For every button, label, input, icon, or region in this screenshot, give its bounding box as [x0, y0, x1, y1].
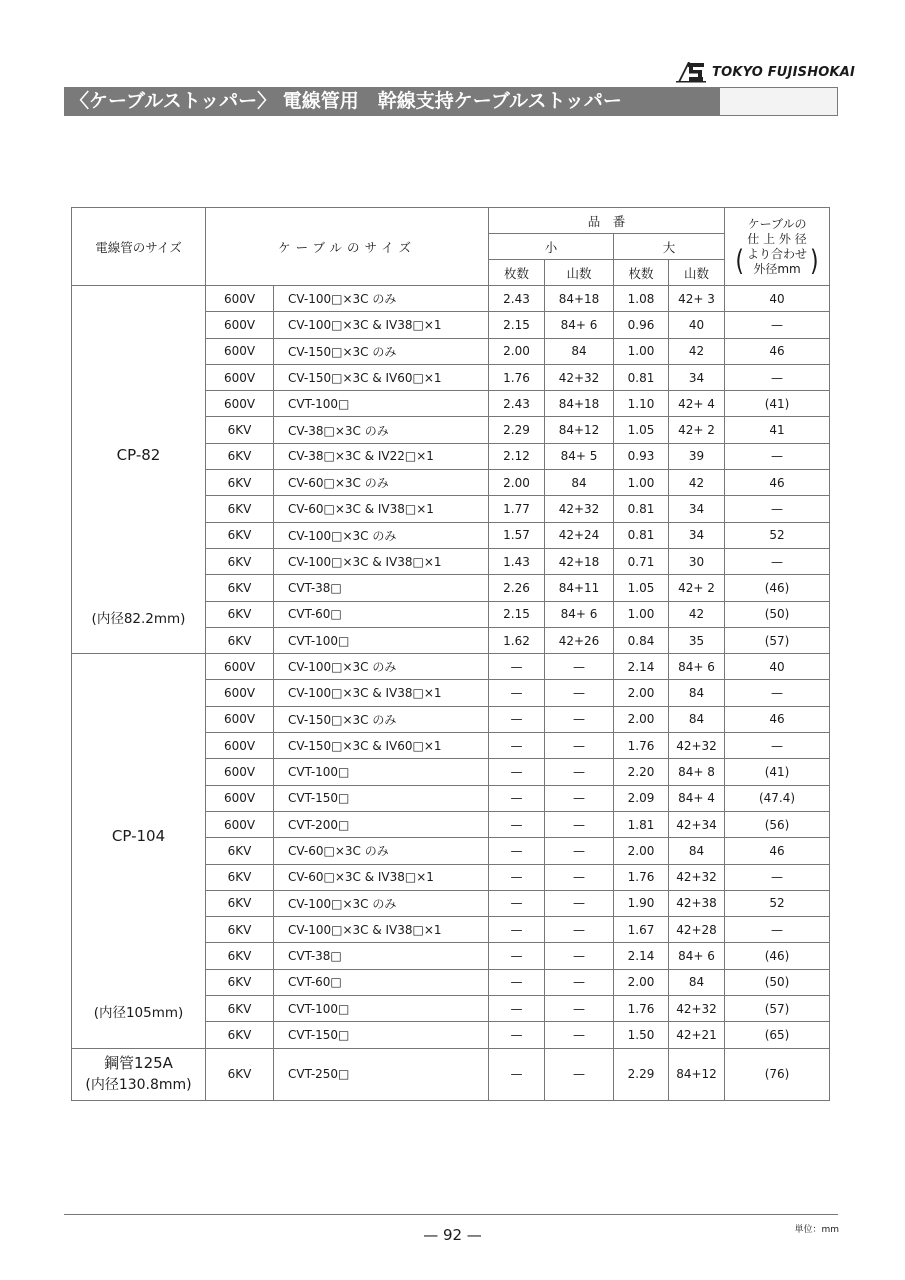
pipe-size-cell: [72, 654, 206, 1048]
outer-diameter-cell: —: [725, 496, 830, 522]
voltage-cell: 6KV: [206, 548, 274, 574]
outer-diameter-cell: (47.4): [725, 785, 830, 811]
large-teeth-cell: 84: [669, 969, 725, 995]
header-small-count: 枚数: [489, 260, 545, 286]
cable-size-cell: CV-100□×3C のみ: [274, 654, 489, 680]
large-teeth-cell: 42+32: [669, 996, 725, 1022]
outer-diameter-cell: 46: [725, 706, 830, 732]
cable-size-cell: CV-100□×3C のみ: [274, 890, 489, 916]
header-large: 大: [614, 234, 725, 260]
pipe-name: CP-104: [111, 826, 166, 845]
voltage-cell: 6KV: [206, 443, 274, 469]
small-count-cell: —: [489, 811, 545, 837]
cable-size-cell: CV-150□×3C & IV60□×1: [274, 364, 489, 390]
voltage-cell: 6KV: [206, 838, 274, 864]
header-large-teeth: 山数: [669, 260, 725, 286]
outer-diameter-cell: (56): [725, 811, 830, 837]
table-body: [72, 286, 830, 1101]
small-teeth-cell: —: [545, 943, 614, 969]
cable-size-cell: CVT-38□: [274, 575, 489, 601]
footer-divider: [64, 1214, 838, 1215]
voltage-cell: 600V: [206, 364, 274, 390]
large-teeth-cell: 42+ 2: [669, 417, 725, 443]
cable-size-cell: CVT-60□: [274, 969, 489, 995]
large-teeth-cell: 84: [669, 680, 725, 706]
large-teeth-cell: 84: [669, 706, 725, 732]
large-teeth-cell: 40: [669, 312, 725, 338]
cable-size-cell: CV-60□×3C & IV38□×1: [274, 496, 489, 522]
large-teeth-cell: 84+ 6: [669, 654, 725, 680]
large-teeth-cell: 42: [669, 338, 725, 364]
voltage-cell: 6KV: [206, 996, 274, 1022]
cable-size-cell: CV-38□×3C のみ: [274, 417, 489, 443]
large-teeth-cell: 34: [669, 522, 725, 548]
outer-diameter-cell: (46): [725, 943, 830, 969]
small-teeth-cell: 84+11: [545, 575, 614, 601]
large-teeth-cell: 84+12: [669, 1048, 725, 1100]
outer-diameter-cell: 52: [725, 522, 830, 548]
small-teeth-cell: 84: [545, 470, 614, 496]
small-count-cell: 2.15: [489, 312, 545, 338]
small-count-cell: 2.00: [489, 470, 545, 496]
large-count-cell: 1.00: [614, 601, 669, 627]
table-row: [72, 1048, 830, 1100]
large-count-cell: 1.08: [614, 286, 669, 312]
large-count-cell: 1.05: [614, 575, 669, 601]
large-teeth-cell: 42+38: [669, 890, 725, 916]
cable-size-cell: CVT-150□: [274, 785, 489, 811]
small-teeth-cell: —: [545, 811, 614, 837]
cable-size-cell: CVT-60□: [274, 601, 489, 627]
outer-diameter-cell: 46: [725, 338, 830, 364]
large-teeth-cell: 42+32: [669, 733, 725, 759]
outer-diameter-cell: 46: [725, 838, 830, 864]
large-teeth-cell: 42+ 3: [669, 286, 725, 312]
large-teeth-cell: 34: [669, 496, 725, 522]
voltage-cell: 6KV: [206, 522, 274, 548]
cable-size-cell: CVT-250□: [274, 1048, 489, 1100]
large-teeth-cell: 84+ 4: [669, 785, 725, 811]
header-outer-diameter-line1: ケーブルの: [747, 216, 807, 231]
voltage-cell: 6KV: [206, 917, 274, 943]
large-count-cell: 1.00: [614, 338, 669, 364]
voltage-cell: 6KV: [206, 969, 274, 995]
small-teeth-cell: —: [545, 917, 614, 943]
voltage-cell: 6KV: [206, 864, 274, 890]
outer-diameter-cell: —: [725, 548, 830, 574]
header-outer-diameter-line4: 外径mm: [753, 261, 801, 276]
small-count-cell: 2.00: [489, 338, 545, 364]
large-count-cell: 2.00: [614, 680, 669, 706]
large-count-cell: 1.76: [614, 864, 669, 890]
large-count-cell: 1.00: [614, 470, 669, 496]
outer-diameter-cell: (41): [725, 391, 830, 417]
large-count-cell: 2.09: [614, 785, 669, 811]
small-count-cell: —: [489, 996, 545, 1022]
large-teeth-cell: 35: [669, 627, 725, 653]
large-count-cell: 0.96: [614, 312, 669, 338]
voltage-cell: 6KV: [206, 601, 274, 627]
large-count-cell: 0.71: [614, 548, 669, 574]
small-teeth-cell: 42+18: [545, 548, 614, 574]
small-count-cell: 2.12: [489, 443, 545, 469]
small-teeth-cell: 42+32: [545, 364, 614, 390]
small-teeth-cell: 84+12: [545, 417, 614, 443]
large-count-cell: 0.81: [614, 522, 669, 548]
small-teeth-cell: 42+32: [545, 496, 614, 522]
voltage-cell: 6KV: [206, 1022, 274, 1048]
voltage-cell: 6KV: [206, 496, 274, 522]
large-count-cell: 2.00: [614, 838, 669, 864]
small-count-cell: 1.62: [489, 627, 545, 653]
small-count-cell: —: [489, 680, 545, 706]
outer-diameter-cell: (76): [725, 1048, 830, 1100]
small-teeth-cell: —: [545, 890, 614, 916]
small-count-cell: —: [489, 838, 545, 864]
small-teeth-cell: —: [545, 996, 614, 1022]
pipe-name: CP-82: [116, 446, 161, 465]
cable-size-cell: CVT-100□: [274, 391, 489, 417]
outer-diameter-cell: 41: [725, 417, 830, 443]
voltage-cell: 6KV: [206, 575, 274, 601]
small-count-cell: —: [489, 706, 545, 732]
cable-size-cell: CV-60□×3C のみ: [274, 470, 489, 496]
outer-diameter-cell: —: [725, 864, 830, 890]
small-count-cell: 2.29: [489, 417, 545, 443]
small-count-cell: —: [489, 1048, 545, 1100]
large-teeth-cell: 42+34: [669, 811, 725, 837]
header-pipe-size: 電線管のサイズ: [72, 208, 206, 286]
large-teeth-cell: 84: [669, 838, 725, 864]
cable-size-cell: CVT-100□: [274, 759, 489, 785]
outer-diameter-cell: (50): [725, 969, 830, 995]
large-teeth-cell: 42: [669, 470, 725, 496]
small-teeth-cell: 42+24: [545, 522, 614, 548]
large-teeth-cell: 42+21: [669, 1022, 725, 1048]
brand: [676, 60, 855, 84]
small-teeth-cell: —: [545, 680, 614, 706]
header-outer-diameter: ケーブルの 仕 上 外 径 ( より合わせ 外径mm ): [725, 208, 830, 286]
outer-diameter-cell: 46: [725, 470, 830, 496]
large-count-cell: 1.76: [614, 733, 669, 759]
outer-diameter-cell: (50): [725, 601, 830, 627]
voltage-cell: 6KV: [206, 943, 274, 969]
small-teeth-cell: —: [545, 1048, 614, 1100]
large-teeth-cell: 42+ 4: [669, 391, 725, 417]
small-teeth-cell: —: [545, 1022, 614, 1048]
cable-size-cell: CVT-100□: [274, 627, 489, 653]
outer-diameter-cell: —: [725, 312, 830, 338]
large-count-cell: 2.00: [614, 706, 669, 732]
voltage-cell: 600V: [206, 811, 274, 837]
pipe-note: (内径82.2mm): [91, 610, 186, 627]
header-outer-diameter-line3: より合わせ: [747, 246, 808, 261]
outer-diameter-cell: 52: [725, 890, 830, 916]
small-count-cell: 1.76: [489, 364, 545, 390]
voltage-cell: 6KV: [206, 1048, 274, 1100]
outer-diameter-cell: —: [725, 364, 830, 390]
large-teeth-cell: 42+28: [669, 917, 725, 943]
small-count-cell: —: [489, 733, 545, 759]
small-teeth-cell: 84+18: [545, 286, 614, 312]
large-count-cell: 1.10: [614, 391, 669, 417]
small-teeth-cell: —: [545, 969, 614, 995]
cable-size-cell: CVT-150□: [274, 1022, 489, 1048]
large-count-cell: 1.81: [614, 811, 669, 837]
large-teeth-cell: 84+ 8: [669, 759, 725, 785]
small-count-cell: 1.43: [489, 548, 545, 574]
large-count-cell: 2.00: [614, 969, 669, 995]
voltage-cell: 600V: [206, 680, 274, 706]
cable-size-cell: CV-150□×3C & IV60□×1: [274, 733, 489, 759]
outer-diameter-cell: (57): [725, 996, 830, 1022]
unit-note: 単位：mm: [794, 1225, 839, 1235]
large-teeth-cell: 42: [669, 601, 725, 627]
cable-size-cell: CV-100□×3C & IV38□×1: [274, 312, 489, 338]
large-count-cell: 2.14: [614, 943, 669, 969]
small-count-cell: —: [489, 969, 545, 995]
small-count-cell: —: [489, 759, 545, 785]
outer-diameter-cell: (57): [725, 627, 830, 653]
pipe-size-cell: [72, 1048, 206, 1100]
header-large-count: 枚数: [614, 260, 669, 286]
large-count-cell: 0.93: [614, 443, 669, 469]
pipe-note: (内径130.8mm): [85, 1077, 192, 1094]
small-teeth-cell: 84+18: [545, 391, 614, 417]
small-teeth-cell: 42+26: [545, 627, 614, 653]
small-teeth-cell: —: [545, 759, 614, 785]
voltage-cell: 600V: [206, 759, 274, 785]
table-row: [72, 654, 830, 680]
pipe-name: 鋼管125A: [104, 1054, 173, 1073]
page-title: 〈ケーブルストッパー〉 電線管用 幹線支持ケーブルストッパー: [64, 87, 719, 116]
large-count-cell: 0.84: [614, 627, 669, 653]
small-teeth-cell: 84: [545, 338, 614, 364]
small-teeth-cell: —: [545, 864, 614, 890]
voltage-cell: 600V: [206, 391, 274, 417]
cable-size-cell: CV-150□×3C のみ: [274, 338, 489, 364]
outer-diameter-cell: 40: [725, 654, 830, 680]
large-count-cell: 1.05: [614, 417, 669, 443]
outer-diameter-cell: (46): [725, 575, 830, 601]
cable-stopper-table: [71, 207, 830, 1101]
pipe-note: (内径105mm): [93, 1005, 184, 1022]
small-count-cell: 2.15: [489, 601, 545, 627]
cable-size-cell: CV-100□×3C のみ: [274, 286, 489, 312]
large-count-cell: 1.90: [614, 890, 669, 916]
outer-diameter-cell: (41): [725, 759, 830, 785]
large-teeth-cell: 84+ 6: [669, 943, 725, 969]
voltage-cell: 6KV: [206, 417, 274, 443]
large-teeth-cell: 42+32: [669, 864, 725, 890]
small-teeth-cell: 84+ 6: [545, 312, 614, 338]
small-count-cell: —: [489, 654, 545, 680]
page-number: — 92 —: [423, 1226, 482, 1244]
large-teeth-cell: 30: [669, 548, 725, 574]
large-count-cell: 1.67: [614, 917, 669, 943]
cable-size-cell: CV-100□×3C & IV38□×1: [274, 548, 489, 574]
outer-diameter-cell: —: [725, 680, 830, 706]
large-count-cell: 0.81: [614, 496, 669, 522]
small-teeth-cell: —: [545, 706, 614, 732]
header-product-no: 品 番: [489, 208, 725, 234]
small-count-cell: 2.26: [489, 575, 545, 601]
small-count-cell: —: [489, 890, 545, 916]
voltage-cell: 600V: [206, 654, 274, 680]
small-teeth-cell: 84+ 6: [545, 601, 614, 627]
small-count-cell: 2.43: [489, 391, 545, 417]
large-count-cell: 1.50: [614, 1022, 669, 1048]
small-teeth-cell: 84+ 5: [545, 443, 614, 469]
cable-size-cell: CV-60□×3C のみ: [274, 838, 489, 864]
small-count-cell: —: [489, 864, 545, 890]
small-teeth-cell: —: [545, 654, 614, 680]
header-outer-diameter-line2: 仕 上 外 径: [747, 231, 807, 246]
brand-name: TOKYO FUJISHOKAI: [712, 64, 856, 80]
voltage-cell: 6KV: [206, 627, 274, 653]
cable-size-cell: CVT-200□: [274, 811, 489, 837]
large-teeth-cell: 42+ 2: [669, 575, 725, 601]
small-count-cell: —: [489, 917, 545, 943]
tokyo-fujishokai-logo-icon: [676, 60, 708, 84]
small-count-cell: 2.43: [489, 286, 545, 312]
voltage-cell: 600V: [206, 785, 274, 811]
large-count-cell: 2.29: [614, 1048, 669, 1100]
cable-size-cell: CV-100□×3C のみ: [274, 522, 489, 548]
cable-size-cell: CV-150□×3C のみ: [274, 706, 489, 732]
cable-size-cell: CV-60□×3C & IV38□×1: [274, 864, 489, 890]
voltage-cell: 6KV: [206, 470, 274, 496]
voltage-cell: 600V: [206, 338, 274, 364]
large-teeth-cell: 34: [669, 364, 725, 390]
outer-diameter-cell: —: [725, 917, 830, 943]
large-count-cell: 2.14: [614, 654, 669, 680]
outer-diameter-cell: (65): [725, 1022, 830, 1048]
large-teeth-cell: 39: [669, 443, 725, 469]
header-small: 小: [489, 234, 614, 260]
header-cable-size: ケーブルのサイズ: [206, 208, 489, 286]
cable-size-cell: CV-38□×3C & IV22□×1: [274, 443, 489, 469]
voltage-cell: 600V: [206, 706, 274, 732]
small-count-cell: —: [489, 1022, 545, 1048]
small-count-cell: —: [489, 785, 545, 811]
small-teeth-cell: —: [545, 785, 614, 811]
header-small-teeth: 山数: [545, 260, 614, 286]
pipe-size-cell: [72, 286, 206, 654]
cable-size-cell: CVT-100□: [274, 996, 489, 1022]
large-count-cell: 0.81: [614, 364, 669, 390]
voltage-cell: 600V: [206, 312, 274, 338]
title-box: [719, 87, 838, 116]
small-teeth-cell: —: [545, 838, 614, 864]
small-count-cell: 1.77: [489, 496, 545, 522]
small-count-cell: 1.57: [489, 522, 545, 548]
small-count-cell: —: [489, 943, 545, 969]
voltage-cell: 600V: [206, 733, 274, 759]
table-row: [72, 286, 830, 312]
outer-diameter-cell: 40: [725, 286, 830, 312]
voltage-cell: 6KV: [206, 890, 274, 916]
large-count-cell: 2.20: [614, 759, 669, 785]
outer-diameter-cell: —: [725, 443, 830, 469]
cable-size-cell: CV-100□×3C & IV38□×1: [274, 680, 489, 706]
cable-size-cell: CVT-38□: [274, 943, 489, 969]
voltage-cell: 600V: [206, 286, 274, 312]
outer-diameter-cell: —: [725, 733, 830, 759]
small-teeth-cell: —: [545, 733, 614, 759]
large-count-cell: 1.76: [614, 996, 669, 1022]
cable-size-cell: CV-100□×3C & IV38□×1: [274, 917, 489, 943]
